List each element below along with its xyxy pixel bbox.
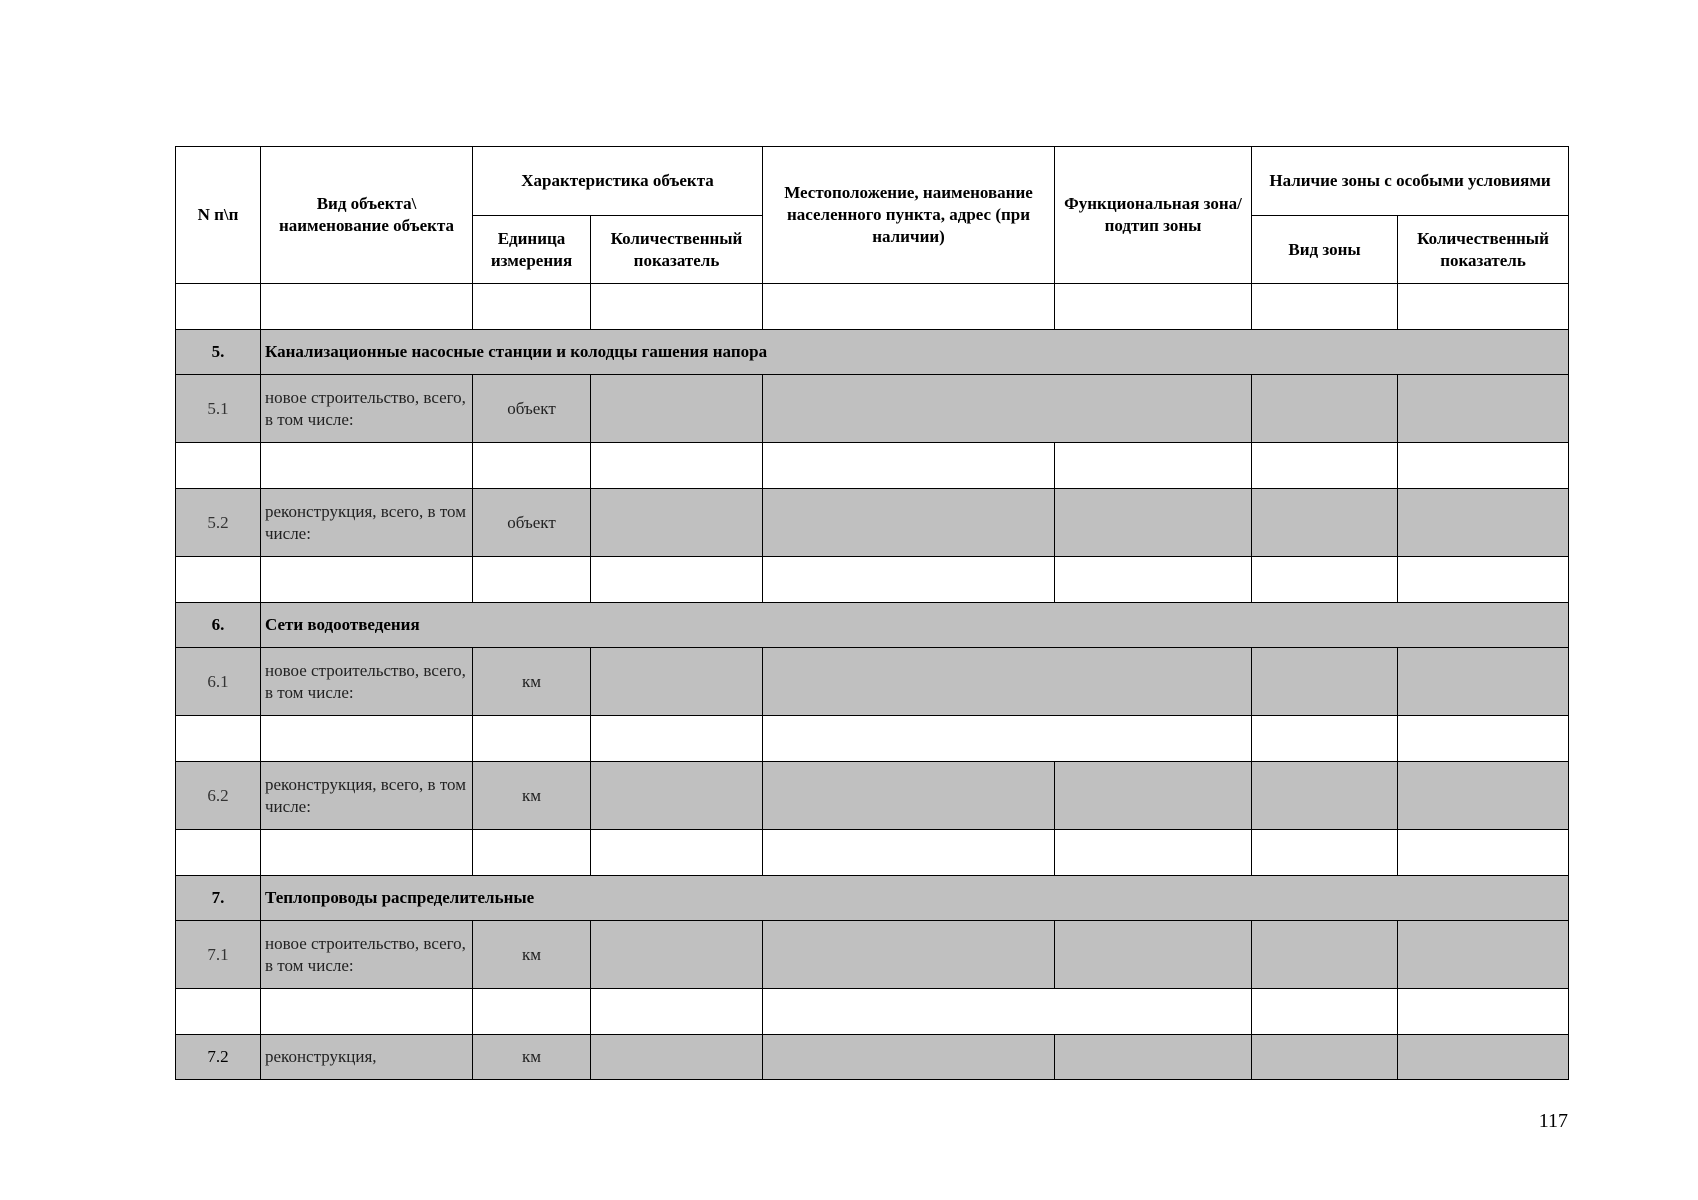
- item-unit: объект: [473, 489, 591, 557]
- header-num: N п\п: [176, 147, 261, 284]
- header-zone-quantity: Количественный показатель: [1398, 216, 1569, 284]
- table-row: [176, 830, 1569, 876]
- section-num: 7.: [176, 876, 261, 921]
- item-num: 5.1: [176, 375, 261, 443]
- table-row: [176, 443, 1569, 489]
- item-name: реконструкция, всего, в том числе:: [261, 762, 473, 830]
- header-object-type: Вид объекта\ наименование объекта: [261, 147, 473, 284]
- item-unit: км: [473, 1035, 591, 1080]
- item-name: новое строительство, всего, в том числе:: [261, 375, 473, 443]
- header-characteristics: Характеристика объекта: [473, 147, 763, 216]
- section-num: 5.: [176, 330, 261, 375]
- table-header: [176, 147, 1569, 284]
- header-unit: Единица измерения: [473, 216, 591, 284]
- header-quantity: Количественный показатель: [591, 216, 763, 284]
- table-row: [176, 762, 1569, 830]
- item-num: 7.1: [176, 921, 261, 989]
- item-num: 5.2: [176, 489, 261, 557]
- item-name: новое строительство, всего, в том числе:: [261, 921, 473, 989]
- header-special-zone: Наличие зоны с особыми условиями: [1252, 147, 1569, 216]
- item-unit: км: [473, 762, 591, 830]
- table-row: [176, 648, 1569, 716]
- item-num: 6.1: [176, 648, 261, 716]
- table-row: [176, 921, 1569, 989]
- table-row: [176, 557, 1569, 603]
- section-row: [176, 603, 1569, 648]
- item-unit: км: [473, 921, 591, 989]
- item-num: 7.2: [176, 1035, 261, 1080]
- page-number: 117: [1538, 1110, 1568, 1132]
- section-row: [176, 876, 1569, 921]
- section-title: Теплопроводы распределительные: [261, 876, 1569, 921]
- header-location: Местоположение, наименование населенного пункта, адрес (при наличии): [763, 147, 1055, 284]
- table-row: [176, 489, 1569, 557]
- section-title: Сети водоотведения: [261, 603, 1569, 648]
- item-num: 6.2: [176, 762, 261, 830]
- header-zone-type: Вид зоны: [1252, 216, 1398, 284]
- infrastructure-table: [175, 146, 1569, 1080]
- item-name: реконструкция,: [261, 1035, 473, 1080]
- header-functional-zone: Функциональная зона/ подтип зоны: [1055, 147, 1252, 284]
- section-row: [176, 330, 1569, 375]
- table-body: [176, 284, 1569, 1080]
- table-row: [176, 284, 1569, 330]
- section-title: Канализационные насосные станции и колодцы гашения напора: [261, 330, 1569, 375]
- item-name: реконструкция, всего, в том числе:: [261, 489, 473, 557]
- table-row: [176, 1035, 1569, 1080]
- table-row: [176, 989, 1569, 1035]
- item-unit: км: [473, 648, 591, 716]
- table-row: [176, 716, 1569, 762]
- item-unit: объект: [473, 375, 591, 443]
- item-name: новое строительство, всего, в том числе:: [261, 648, 473, 716]
- table-row: [176, 375, 1569, 443]
- section-num: 6.: [176, 603, 261, 648]
